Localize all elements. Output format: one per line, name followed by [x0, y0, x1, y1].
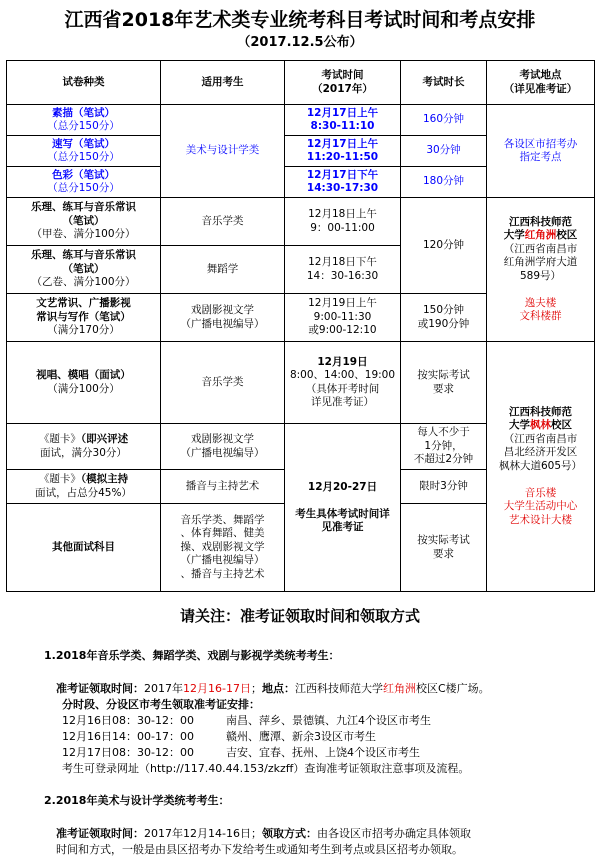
header-paper-type: 试卷种类	[7, 61, 161, 105]
cell-location-fenglin: 江西科技师范 大学枫林校区 （江西省南昌市 昌北经济开发区 枫林大道605号） 音乐楼 大学生活动中心 艺术设计大楼	[487, 342, 595, 592]
cell-suxie-time: 12月17日上午 11:20-11:50	[285, 136, 401, 167]
cell-yueli-a-candidates: 音乐学类	[161, 198, 285, 246]
header-exam-time: 考试时间 （2017年）	[285, 61, 401, 105]
s1-schedule-areas: 吉安、宜春、抚州、上饶4个设区市考生	[226, 746, 420, 759]
cell-location-hongjiaozhou: 江西科技师范 大学红角洲校区 （江西省南昌市 红角洲学府大道 589号） 逸夫楼 文科楼群	[487, 198, 595, 342]
cell-shichang-time: 12月19日 8:00、14:00、19:00 （具体开考时间 详见准考证）	[285, 342, 401, 424]
cell-wenyi-duration: 150分钟 或190分钟	[401, 294, 487, 342]
section1-title: 1.2018年音乐学类、舞蹈学类、戏剧与影视学类统考考生：	[44, 649, 340, 662]
cell-moni-duration: 限时3分钟	[401, 470, 487, 504]
table-row	[7, 198, 595, 246]
s1-schedule-areas: 南昌、萍乡、景德镇、九江4个设区市考生	[226, 714, 431, 727]
cell-moni-candidates: 播音与主持艺术	[161, 470, 285, 504]
exam-schedule-table	[6, 60, 595, 592]
s1-schedule-row: 12月16日08：30-12：00	[62, 714, 194, 727]
cell-interview-time: 12月20-27日 考生具体考试时间详 见准考证	[285, 424, 401, 592]
cell-yueli-b: 乐理、练耳与音乐常识 （笔试） （乙卷、满分100分）	[7, 246, 161, 294]
cell-yueli-a-time: 12月18日上午 9：00-11:00	[285, 198, 401, 246]
cell-moni: 《题卡》（模拟主持 面试，占总分45%）	[7, 470, 161, 504]
cell-yueli-b-candidates: 舞蹈学	[161, 246, 285, 294]
s1-schedule-row: 12月16日14：00-17：00	[62, 730, 194, 743]
cell-secai: 色彩（笔试） （总分150分）	[7, 167, 161, 198]
cell-yueli-b-time: 12月18日下午 14：30-16:30	[285, 246, 401, 294]
page-title: 江西省2018年艺术类专业统考科目考试时间和考点安排	[64, 9, 536, 31]
table-row	[7, 105, 595, 136]
cell-suxie-duration: 30分钟	[401, 136, 487, 167]
cell-art-candidates: 美术与设计学类	[161, 105, 285, 198]
cell-shichang: 视唱、模唱（面试） （满分100分）	[7, 342, 161, 424]
page-subtitle: （2017.12.5公布）	[237, 35, 363, 50]
cell-other-interviews: 其他面试科目	[7, 504, 161, 592]
cell-wenyi-candidates: 戏剧影视文学 （广播电视编导）	[161, 294, 285, 342]
cell-jixing: 《题卡》（即兴评述 面试，满分30分）	[7, 424, 161, 470]
s1-pickup-time: 准考证领取时间：2017年12月16-17日；地点：江西科技师范大学红角洲校区C楼广场。	[56, 682, 490, 695]
s1-schedule-areas: 赣州、鹰潭、新余3设区市考生	[226, 730, 376, 743]
header-candidates: 适用考生	[161, 61, 285, 105]
cell-shichang-candidates: 音乐学类	[161, 342, 285, 424]
cell-yueli-duration: 120分钟	[401, 198, 487, 294]
cell-other-duration: 按实际考试 要求	[401, 504, 487, 592]
section2-title: 2.2018年美术与设计学类统考考生：	[44, 794, 230, 807]
header-location: 考试地点 （详见准考证）	[487, 61, 595, 105]
cell-jixing-candidates: 戏剧影视文学 （广播电视编导）	[161, 424, 285, 470]
header-duration: 考试时长	[401, 61, 487, 105]
cell-suxie: 速写（笔试） （总分150分）	[7, 136, 161, 167]
s1-login-info: 考生可登录网址（http://117.40.44.153/zkzff）查询准考证领取注意事项及流程。	[62, 762, 470, 775]
cell-wenyi-time: 12月19日上午 9:00-11:30 或9:00-12:10	[285, 294, 401, 342]
s2-method-detail: 时间和方式，一般是由县区招考办下发给考生或通知考生到考点或县区招考办领取。	[56, 843, 463, 856]
cell-secai-time: 12月17日下午 14:30-17:30	[285, 167, 401, 198]
cell-sumiao-duration: 160分钟	[401, 105, 487, 136]
table-header-row	[7, 61, 595, 105]
cell-secai-duration: 180分钟	[401, 167, 487, 198]
cell-art-location: 各设区市招考办 指定考点	[487, 105, 595, 198]
cell-yueli-a: 乐理、练耳与音乐常识 （笔试） （甲卷、满分100分）	[7, 198, 161, 246]
cell-wenyi: 文艺常识、广播影视 常识与写作（笔试） （满分170分）	[7, 294, 161, 342]
cell-sumiao: 素描（笔试） （总分150分）	[7, 105, 161, 136]
s2-pickup-time: 准考证领取时间：2017年12月14-16日；领取方式：由各设区市招考办确定具体领取	[56, 827, 471, 840]
s1-sub-heading: 分时段、分设区市考生领取准考证安排：	[62, 698, 260, 711]
cell-shichang-duration: 按实际考试 要求	[401, 342, 487, 424]
notice-heading: 请关注：准考证领取时间和领取方式	[179, 607, 420, 625]
cell-jixing-duration: 每人不少于 1分钟， 不超过2分钟	[401, 424, 487, 470]
cell-sumiao-time: 12月17日上午 8:30-11:10	[285, 105, 401, 136]
s1-schedule-row: 12月17日08：30-12：00	[62, 746, 194, 759]
table-row	[7, 342, 595, 424]
cell-other-candidates: 音乐学类、舞蹈学 、体育舞蹈、健美 操、戏剧影视文学 （广播电视编导） 、播音与主持艺术	[161, 504, 285, 592]
